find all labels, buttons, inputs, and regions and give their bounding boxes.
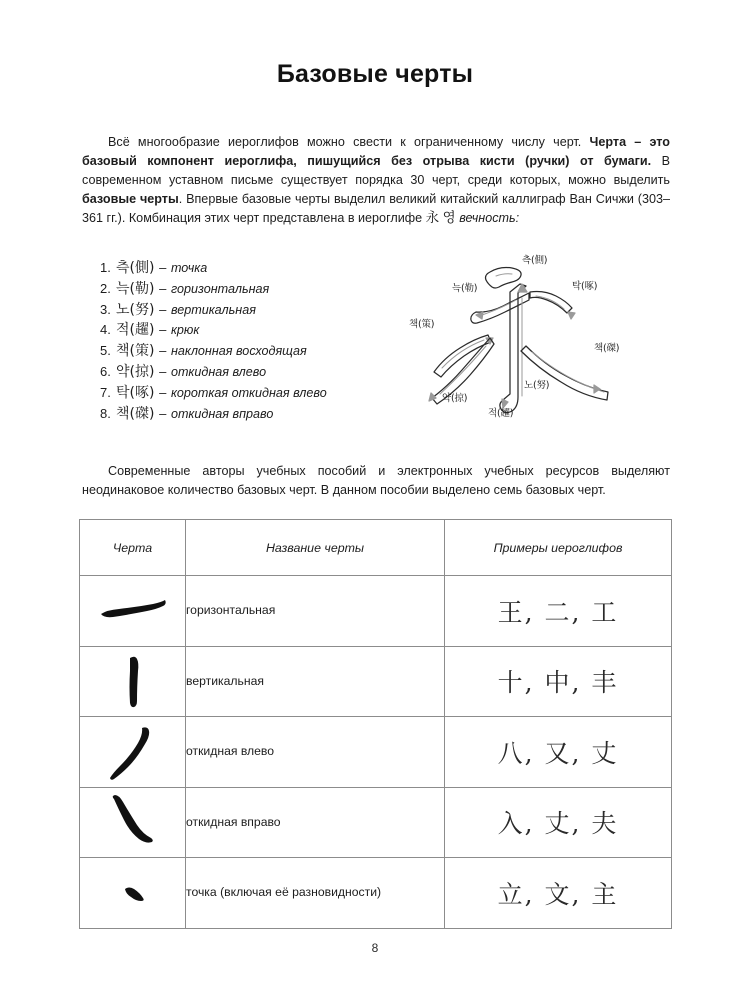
stroke-glyph-left-falling (80, 717, 186, 788)
yong-label-neuk: 늑(勒) (452, 283, 478, 294)
table-header-row (80, 520, 672, 576)
yong-character-diagram (404, 250, 670, 440)
list-item-hangul: 적(趯) (116, 322, 155, 339)
yong-label-ceuk: 측(側) (522, 255, 548, 266)
yong-label-jeok: 적(趯) (488, 408, 514, 419)
horizontal-stroke-icon (94, 594, 172, 628)
intro-segment-1: Всё многообразие иероглифов можно свести к ограниченному числу черт. (108, 135, 590, 149)
intro-segment-2: В современном уставном письме существует порядка 30 черт, среди которых, можно выделить (82, 154, 670, 188)
modern-paragraph-text: Современные авторы учебных пособий и электронных учебных ресурсов выделяют неодинаковое количество базовых черт. В данном пособии выделено семь базовых черт. (82, 464, 670, 498)
list-item-number: 1. (100, 260, 111, 275)
list-item-russian: откидная влево (170, 364, 267, 379)
table-row (80, 787, 672, 858)
list-item-russian: точка (170, 261, 208, 275)
list-item-number: 2. (100, 280, 111, 296)
column-header-stroke: Черта (80, 520, 186, 576)
list-item (100, 383, 400, 404)
list-item-dash: – (159, 301, 167, 317)
intro-segment-3: . Впервые базовые черты выделил великий китайский каллиграф Ван Сичжи (303–361 гг.). Комбинация этих черт представлена в иероглифе (82, 192, 670, 226)
stroke-name-list (100, 258, 400, 424)
table-row (80, 576, 672, 647)
list-item-hangul: 측(側) (116, 260, 155, 276)
right-falling-stroke-icon (106, 793, 160, 851)
list-item (100, 320, 400, 341)
dot-stroke-icon (116, 880, 150, 906)
list-item-number: 4. (100, 322, 111, 338)
list-item-russian: горизонтальная (170, 281, 270, 296)
list-item-number: 8. (100, 405, 111, 421)
list-item-dash: – (159, 343, 167, 359)
list-item (100, 300, 400, 321)
list-item-hangul: 노(努) (116, 301, 155, 318)
list-item-hangul: 책(策) (116, 343, 155, 360)
list-item-russian: крюк (170, 323, 200, 338)
list-item-dash: – (159, 260, 167, 275)
table-row (80, 717, 672, 788)
stroke-examples-dot: 立, 文, 主 (445, 858, 672, 929)
list-item-russian: наклонная восходящая (170, 344, 307, 359)
stroke-glyph-horizontal (80, 576, 186, 647)
intro-bold-2: базовые черты (82, 192, 179, 207)
stroke-glyph-dot (80, 858, 186, 929)
stroke-name-dot: точка (включая её разновидности) (186, 858, 445, 929)
stroke-name-right-falling: откидная вправо (186, 787, 445, 858)
stroke-name-vertical: вертикальная (186, 646, 445, 717)
left-falling-stroke-icon (109, 723, 157, 781)
yong-diagram-svg (404, 250, 670, 440)
page-title: Базовые черты (276, 60, 474, 88)
list-item-number: 7. (100, 384, 111, 400)
yong-label-yak: 약(掠) (442, 393, 468, 404)
intro-segment-4: вечность: (459, 211, 520, 226)
column-header-name: Название черты (186, 520, 445, 576)
list-item-hangul: 약(掠) (116, 363, 155, 380)
list-item-dash: – (159, 322, 167, 338)
list-item-number: 5. (100, 343, 111, 359)
list-item (100, 279, 400, 300)
list-item (100, 258, 400, 279)
hangul-yeong: 영 (442, 210, 456, 227)
column-header-examples: Примеры иероглифов (445, 520, 672, 576)
intro-bold-1: Черта – это базовый компонент иероглифа, пишущийся без отрыва кисти (ручки) от бумаги. (82, 135, 670, 169)
stroke-glyph-vertical (80, 646, 186, 717)
stroke-name-left-falling: откидная влево (186, 717, 445, 788)
list-item-hangul: 탁(啄) (116, 384, 155, 401)
list-item-dash: – (159, 363, 167, 379)
list-item (100, 362, 400, 383)
vertical-stroke-icon (113, 653, 153, 709)
list-item-hangul: 책(磔) (116, 405, 155, 422)
list-item-russian: откидная вправо (170, 406, 274, 421)
basic-strokes-table (79, 519, 672, 929)
list-item-hangul: 늑(勒) (116, 280, 155, 297)
hanzi-yong: 永 (425, 210, 440, 227)
intro-paragraph (82, 133, 670, 228)
list-item-number: 3. (100, 301, 111, 317)
stroke-examples-right-falling: 入, 丈, 夫 (445, 787, 672, 858)
yong-label-chaek-chaek: 책(策) (409, 319, 435, 330)
list-item-dash: – (159, 384, 167, 400)
list-item-russian: короткая откидная влево (170, 385, 327, 400)
modern-authors-paragraph (82, 462, 670, 500)
table-row (80, 646, 672, 717)
list-item-dash: – (159, 280, 167, 296)
list-item (100, 341, 400, 362)
stroke-name-horizontal: горизонтальная (186, 576, 445, 647)
table-row (80, 858, 672, 929)
page-number: 8 (371, 941, 379, 955)
stroke-examples-horizontal: 王, 二, 工 (445, 576, 672, 647)
list-item-number: 6. (100, 363, 111, 379)
yong-label-no: 노(努) (524, 380, 550, 391)
stroke-examples-left-falling: 八, 又, 丈 (445, 717, 672, 788)
stroke-glyph-right-falling (80, 787, 186, 858)
yong-label-chaek-taek: 책(磔) (594, 343, 620, 354)
list-item-dash: – (159, 405, 167, 421)
yong-label-tak: 탁(啄) (572, 281, 598, 292)
stroke-examples-vertical: 十, 中, 丰 (445, 646, 672, 717)
list-item (100, 404, 400, 425)
list-item-russian: вертикальная (170, 302, 256, 317)
